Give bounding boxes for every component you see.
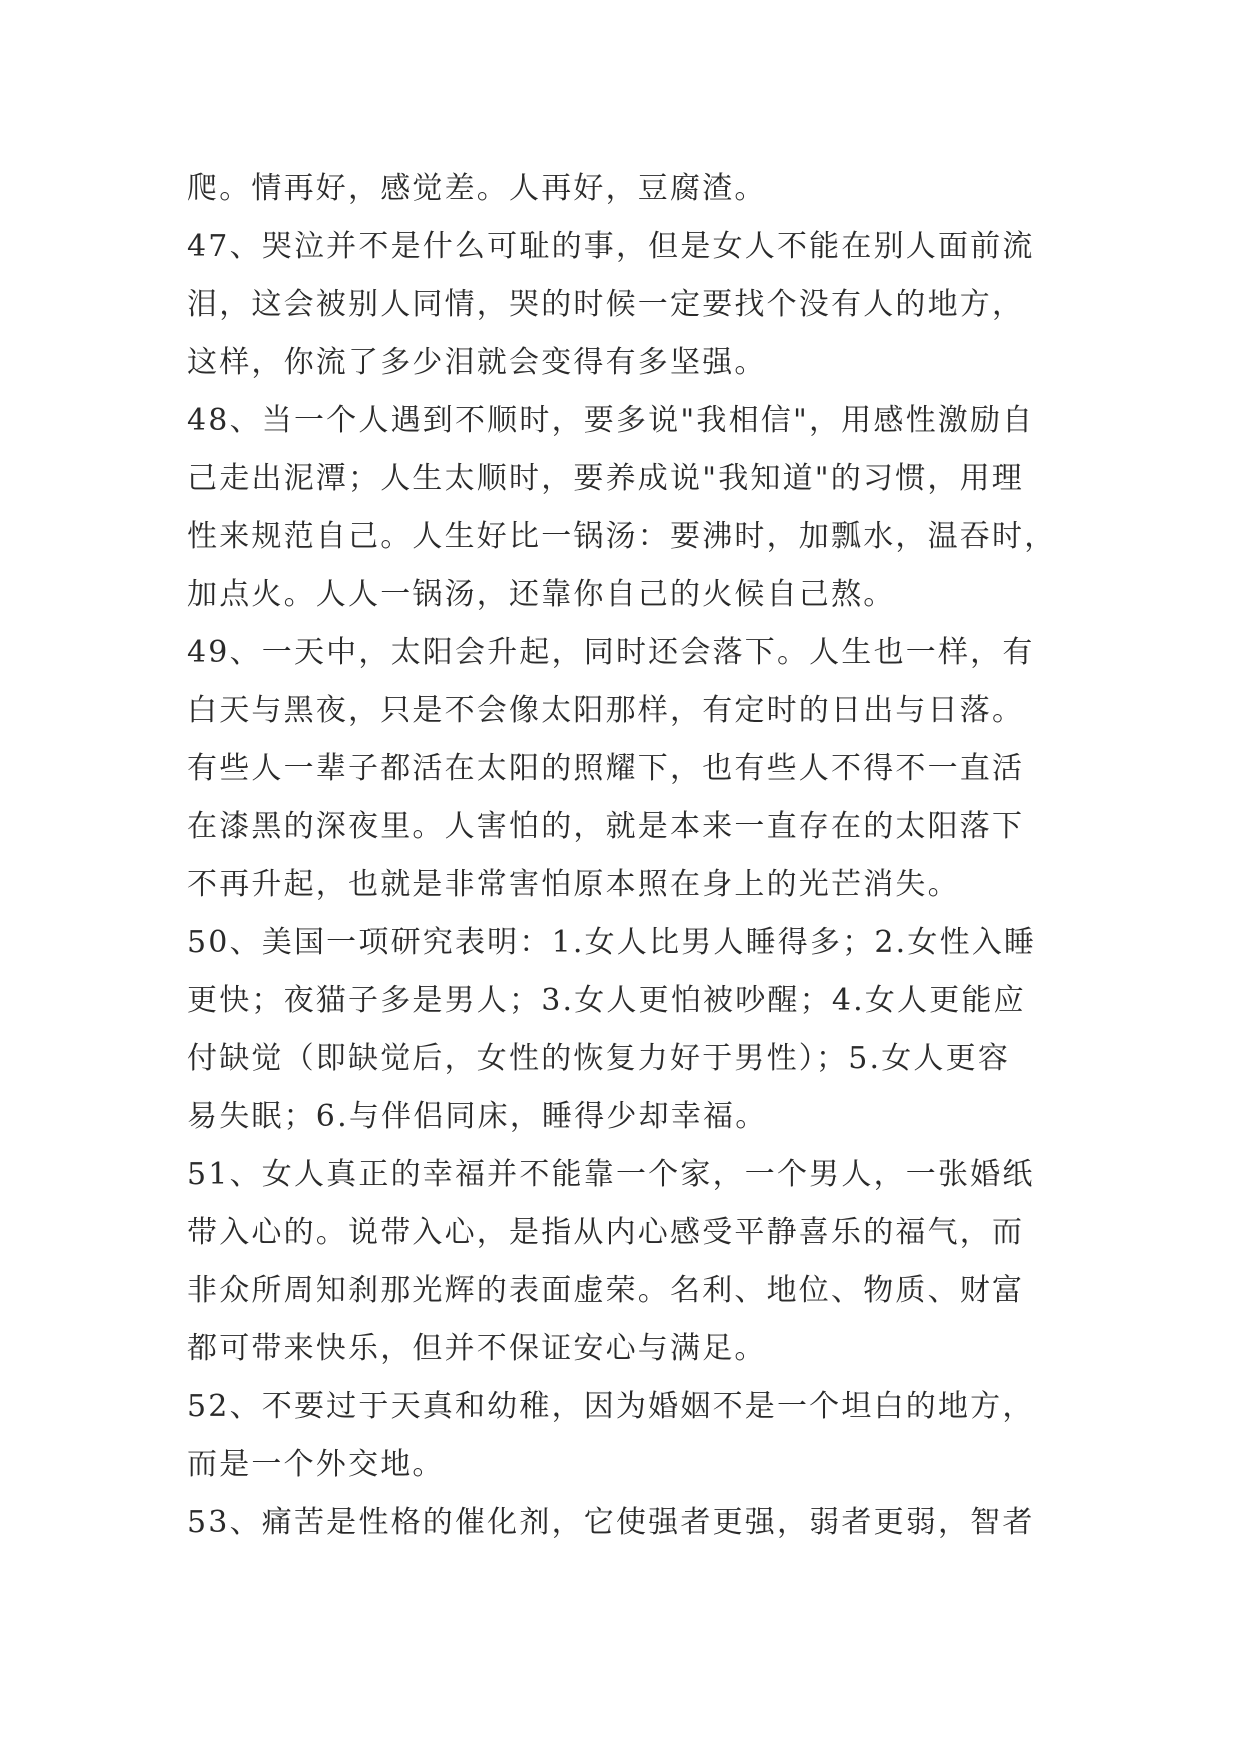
text-line: 53、痛苦是性格的催化剂，它使强者更强，弱者更弱，智者 [187,1505,1035,1540]
text-line: 带入心的。说带入心，是指从内心感受平静喜乐的福气，而 [187,1215,1025,1250]
text-line: 泪，这会被别人同情，哭的时候一定要找个没有人的地方， [187,287,1025,322]
text-line: 在漆黑的深夜里。人害怕的，就是本来一直存在的太阳落下 [187,809,1025,844]
text-line: 都可带来快乐，但并不保证安心与满足。 [187,1331,767,1366]
text-line: 付缺觉（即缺觉后，女性的恢复力好于男性）；5.女人更容 [187,1041,1011,1076]
text-line: 加点火。人人一锅汤，还靠你自己的火候自己熬。 [187,577,896,612]
text-line: 己走出泥潭；人生太顺时，要养成说"我知道"的习惯，用理 [187,461,1024,496]
text-line: 白天与黑夜，只是不会像太阳那样，有定时的日出与日落。 [187,693,1025,728]
text-line: 48、当一个人遇到不顺时，要多说"我相信"，用感性激励自 [187,403,1035,438]
text-line: 性来规范自己。人生好比一锅汤：要沸时，加瓢水，温吞时， [187,519,1057,554]
text-line: 47、哭泣并不是什么可耻的事，但是女人不能在别人面前流 [187,229,1035,264]
text-line: 51、女人真正的幸福并不能靠一个家，一个男人，一张婚纸 [187,1157,1035,1192]
text-line: 爬。情再好，感觉差。人再好，豆腐渣。 [187,171,767,206]
text-line: 非众所周知刹那光辉的表面虚荣。名利、地位、物质、财富 [187,1273,1025,1308]
text-line: 而是一个外交地。 [187,1447,445,1482]
text-line: 这样，你流了多少泪就会变得有多坚强。 [187,345,767,380]
text-line: 52、不要过于天真和幼稚，因为婚姻不是一个坦白的地方， [187,1389,1035,1424]
text-line: 不再升起，也就是非常害怕原本照在身上的光芒消失。 [187,867,960,902]
text-line: 更快；夜猫子多是男人；3.女人更怕被吵醒；4.女人更能应 [187,983,1026,1018]
text-line: 易失眠；6.与伴侣同床，睡得少却幸福。 [187,1099,768,1134]
document-body [187,160,1067,1552]
text-line: 50、美国一项研究表明：1.女人比男人睡得多；2.女性入睡 [187,925,1037,960]
text-line: 有些人一辈子都活在太阳的照耀下，也有些人不得不一直活 [187,751,1025,786]
text-line: 49、一天中，太阳会升起，同时还会落下。人生也一样，有 [187,635,1035,670]
